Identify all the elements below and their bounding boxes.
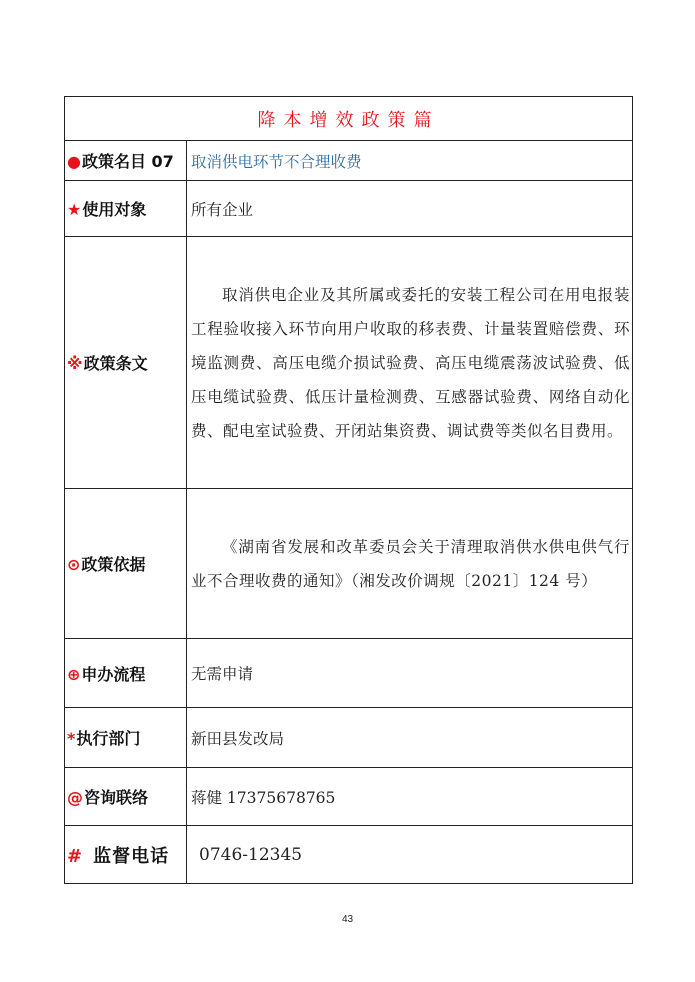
basis-row [65, 489, 633, 639]
provisions-label: 政策条文 [83, 354, 148, 373]
red-dot-icon: ● [67, 152, 81, 171]
hotline-row [65, 826, 633, 884]
basis-label-cell [65, 489, 187, 639]
hotline-value: 0746-12345 [187, 826, 633, 884]
basis-text: 《湖南省发展和改革委员会关于清理取消供水供电供气行业不合理收费的通知》（湘发改价调规〔2021〕124 号） [191, 537, 630, 590]
policy-name-row [65, 141, 633, 181]
department-row [65, 708, 633, 768]
provisions-label-cell [65, 237, 187, 489]
basis-label: 政策依据 [81, 555, 146, 574]
target-row [65, 181, 633, 237]
provisions-text: 取消供电企业及其所属或委托的安装工程公司在用电报装工程验收接入环节向用户收取的移表费、计量装置赔偿费、环境监测费、高压电缆介损试验费、高压电缆震荡波试验费、低压电缆试验费、低压计量检测费、互感器试验费、网络自动化费、配电室试验费、开闭站集资费、调试费等类似名目费用。 [191, 285, 630, 440]
asterisk-icon: * [67, 729, 76, 748]
department-value: 新田县发改局 [187, 708, 633, 768]
hotline-label: 监督电话 [93, 845, 170, 867]
title-row [65, 97, 633, 141]
process-value: 无需申请 [187, 639, 633, 708]
hotline-label-cell [65, 826, 187, 884]
contact-label: 咨询联络 [84, 788, 149, 807]
circled-plus-icon: ⊕ [67, 664, 81, 684]
hash-icon: # [67, 845, 84, 867]
process-row [65, 639, 633, 708]
policy-name-label-cell [65, 141, 187, 181]
policy-name-label: 政策名目 07 [81, 152, 174, 171]
department-label-cell [65, 708, 187, 768]
circled-dot-icon: ⊙ [67, 555, 81, 574]
page-number: 43 [341, 914, 354, 925]
provisions-row [65, 237, 633, 489]
policy-name-value: 取消供电环节不合理收费 [187, 141, 633, 181]
star-icon: ★ [67, 200, 82, 219]
target-label-cell [65, 181, 187, 237]
target-value: 所有企业 [187, 181, 633, 237]
contact-label-cell [65, 768, 187, 826]
target-label: 使用对象 [82, 200, 147, 219]
provisions-cell [187, 237, 633, 489]
process-label: 申办流程 [81, 664, 146, 684]
basis-cell [187, 489, 633, 639]
policy-table [64, 96, 633, 884]
department-label: 执行部门 [76, 729, 141, 748]
contact-row [65, 768, 633, 826]
reference-mark-icon: ※ [67, 354, 83, 373]
section-title: 降本增效政策篇 [65, 97, 633, 141]
contact-value: 蒋健 17375678765 [187, 768, 633, 826]
at-sign-icon: @ [67, 788, 83, 807]
process-label-cell [65, 639, 187, 708]
